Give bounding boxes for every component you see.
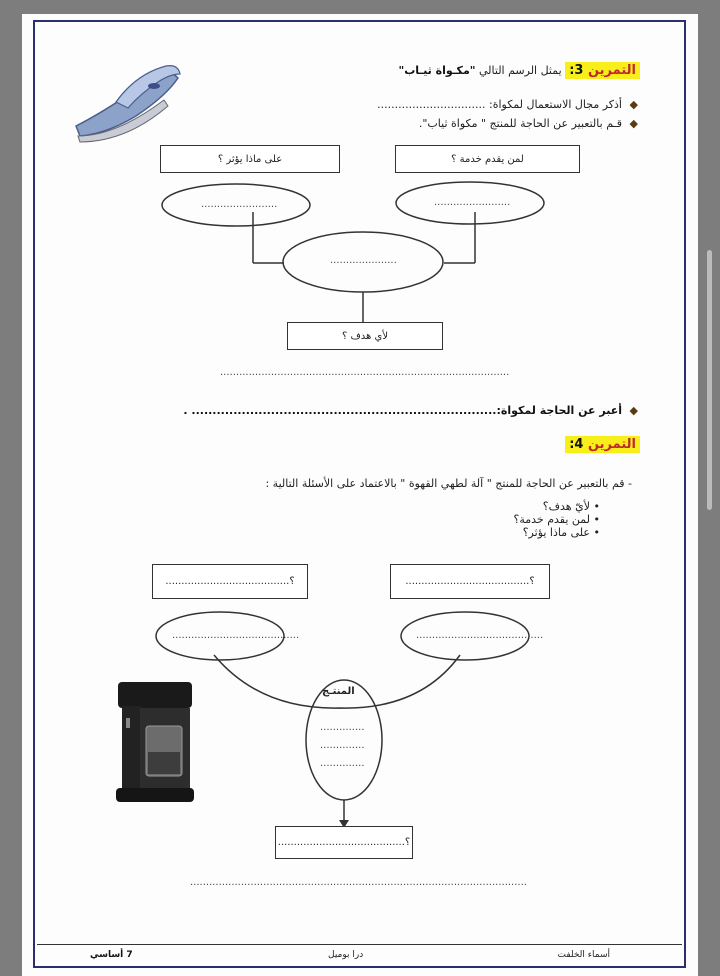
ex4-box-left: ؟.......................................	[152, 564, 308, 599]
exercise4-instruction: - قم بالتعبير عن الحاجة للمنتج " آلة لطهي القهوة " بالاعتماد على الأسئلة التالية :	[265, 477, 632, 490]
footer-teacher: درا بوميل	[328, 950, 364, 960]
ex4-product-dots-3: ..............	[320, 758, 365, 769]
ex3-box-affects: على ماذا يؤثر ؟	[160, 145, 340, 173]
ex3-oval-right-dots: ........................	[434, 197, 511, 208]
ex3-oval-left-dots: ........................	[201, 199, 278, 210]
list-item: • لمن يقدم خدمة؟	[513, 513, 600, 526]
ex3-need-prompt: أعبر عن الحاجة لمكواة:......................................................................... .	[183, 404, 622, 417]
ex4-product-label: المنتـج	[322, 686, 355, 697]
exercise4-header	[565, 437, 640, 452]
ex4-product-dots-1: ..............	[320, 722, 365, 733]
ex3-box-goal: لأي هدف ؟	[287, 322, 443, 350]
exercise3-product: "مكـواة ثيـاب"	[398, 64, 476, 77]
ex4-answer-line: ..........................................................................................................	[190, 877, 527, 888]
ex4-oval-right-dots: ........................................	[416, 630, 544, 641]
footer-divider	[37, 944, 682, 945]
list-item: • على ماذا يؤثر؟	[522, 526, 600, 539]
exercise3-question-1: أذكر مجال الاستعمال لمكواة: ...............................	[377, 98, 622, 111]
ex3-answer-line: ...........................................................................................	[220, 367, 510, 378]
ex4-oval-left-dots: ........................................	[172, 630, 300, 641]
ex3-center-dots: .....................	[330, 255, 397, 266]
list-item: • لأيّ هدف؟	[542, 500, 600, 513]
exercise4-title: التمرين 4:	[565, 436, 640, 453]
exercise3-intro: يمثل الرسم التالي	[479, 64, 562, 77]
bullet-icon: ◆	[629, 117, 638, 130]
ex4-question-list	[514, 500, 601, 539]
bullet-icon: ◆	[629, 404, 638, 417]
ex4-product-dots-2: ..............	[320, 740, 365, 751]
exercise3-question-2: قـم بالتعبير عن الحاجة للمنتج " مكواة ثياب".	[418, 117, 622, 130]
exercise3-header	[399, 63, 640, 78]
bullet-icon: ◆	[629, 98, 638, 111]
exercise3-title: التمرين 3:	[565, 62, 640, 79]
ex4-goal-box: ؟........................................	[275, 826, 413, 859]
ex3-box-beneficiary: لمن يقدم خدمة ؟	[395, 145, 580, 173]
footer-grade: 7 أساسي	[90, 950, 133, 960]
ex4-box-right: ؟.......................................	[390, 564, 550, 599]
footer-student: أسماء الخلفت	[557, 950, 610, 960]
